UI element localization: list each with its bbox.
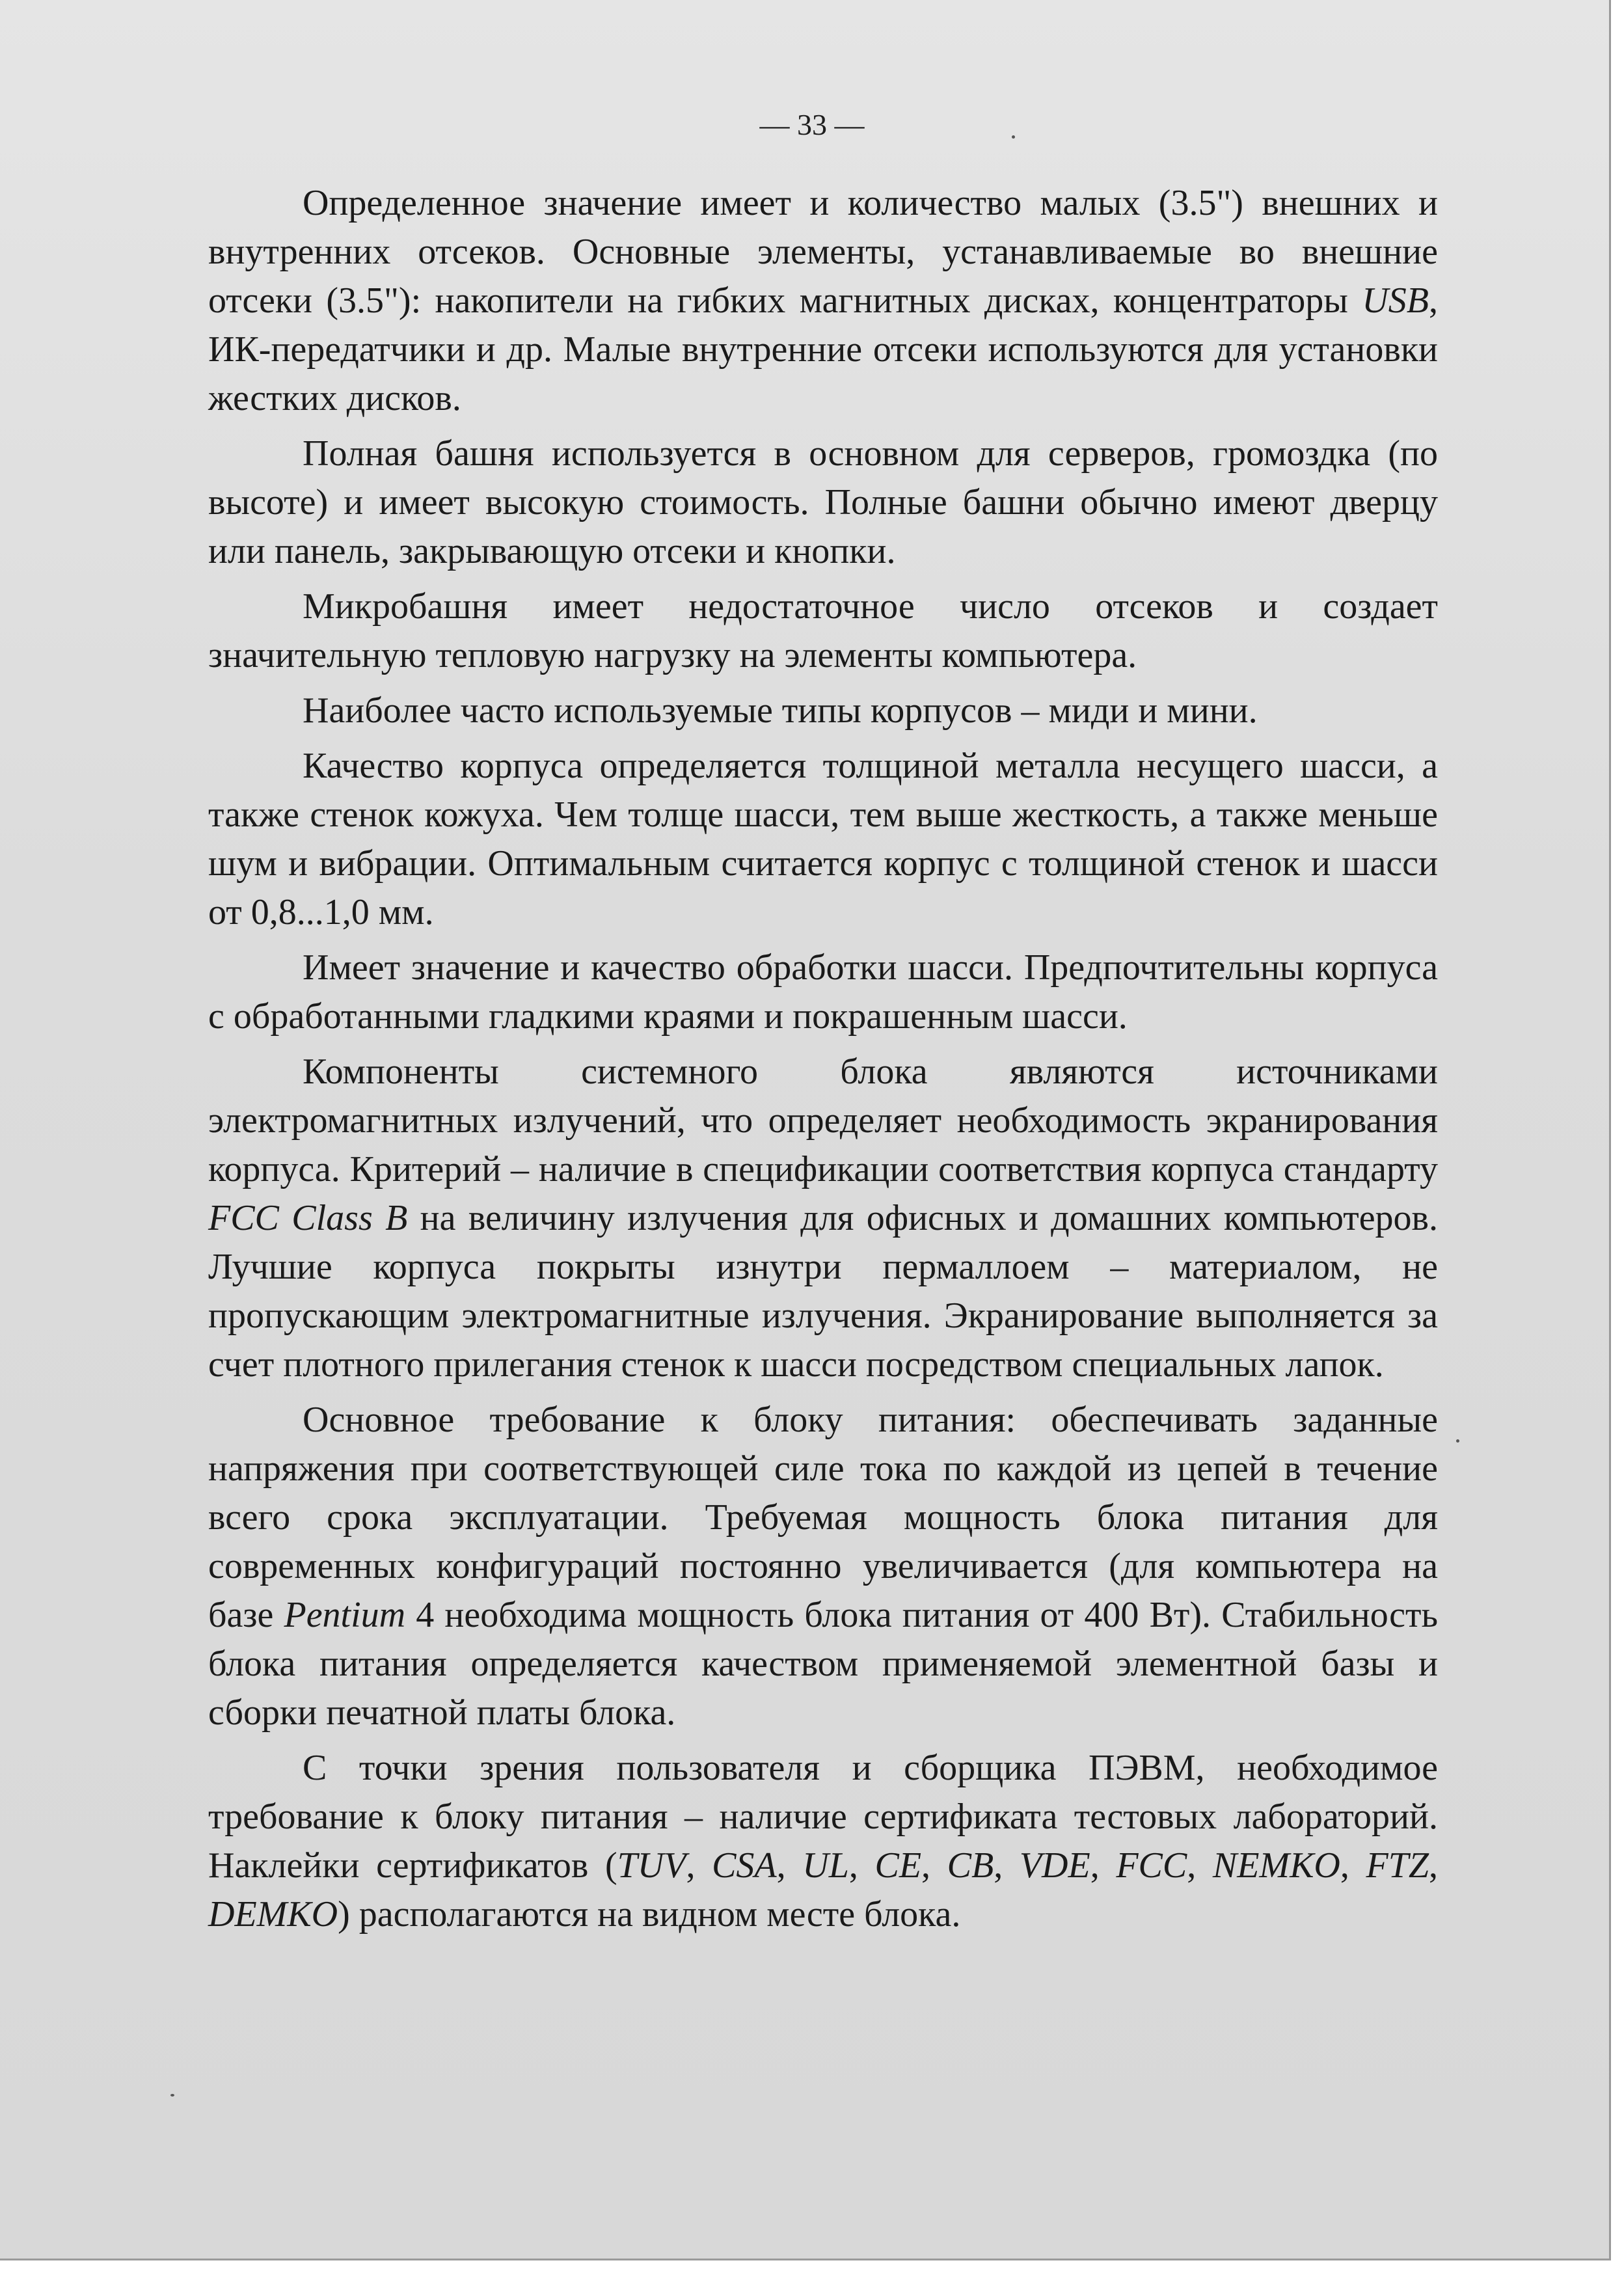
paragraph — [208, 1048, 1438, 1389]
certificate-name: TUV — [617, 1845, 686, 1886]
text-run: 4 необходима мощность блока питания от 400 Вт). Стабильность блока питания определяется качеством применяемой элементной базы и сборки печатной платы блока. — [208, 1595, 1438, 1733]
scan-speck — [1012, 135, 1015, 139]
certificate-name: FCC — [1116, 1845, 1187, 1886]
certificate-name: CE — [874, 1845, 922, 1886]
separator: , — [1187, 1845, 1213, 1886]
paragraph: Полная башня используется в основном для серверов, громоздка (по высоте) и имеет высокую стоимость. Полные башни обычно имеют дверцу или панель, закрывающую отсеки и кнопки. — [208, 433, 1438, 571]
certificate-name: NEMKO — [1212, 1845, 1340, 1886]
text-run: на величину излучения для офисных и домашних компьютеров. Лучшие корпуса покрыты изнутри пермаллоем – материалом, не пропускающим электромагнитные излучения. Экранирование выполняется за счет плотного прилегания стенок к шасси посредством специальных лапок. — [208, 1198, 1438, 1385]
page-number: — 33 — — [759, 108, 865, 141]
italic-term: FCC Class B — [208, 1198, 408, 1238]
certificate-name: DEMKO — [208, 1894, 338, 1934]
certificate-name: CSA — [712, 1845, 777, 1886]
separator: , — [1340, 1845, 1366, 1886]
separator: , — [1090, 1845, 1116, 1886]
paragraph: Имеет значение и качество обработки шасси. Предпочтительны корпуса с обработанными гладкими краями и покрашенным шасси. — [208, 947, 1438, 1037]
paragraph: Микробашня имеет недостаточное число отсеков и создает значительную тепловую нагрузку на элементы компьютера. — [208, 586, 1438, 675]
certificate-name: VDE — [1019, 1845, 1090, 1886]
scan-speck — [1456, 1439, 1459, 1443]
scan-speck — [170, 2094, 174, 2097]
separator: , — [1429, 1845, 1438, 1886]
text-run: Компоненты системного блока являются источниками электромагнитных излучений, что определяет необходимость экранирования корпуса. Критерий – наличие в спецификации соответствия корпуса стандарту — [208, 1052, 1438, 1189]
paragraph — [208, 1744, 1438, 1939]
paragraph: Наиболее часто используемые типы корпусов – миди и мини. — [303, 690, 1258, 731]
text-run: ) располагаются на видном месте блока. — [338, 1894, 961, 1934]
certificate-name: FTZ — [1366, 1845, 1429, 1886]
separator: , — [686, 1845, 712, 1886]
certificate-name: UL — [802, 1845, 849, 1886]
italic-term: USB — [1362, 280, 1429, 321]
italic-term: Pentium — [284, 1595, 406, 1635]
certificate-name: CB — [947, 1845, 994, 1886]
document-body — [208, 179, 1438, 1946]
paragraph — [208, 1396, 1438, 1737]
separator: , — [994, 1845, 1020, 1886]
paragraph: Качество корпуса определяется толщиной металла несущего шасси, а также стенок кожуха. Чем толще шасси, тем выше жесткость, а также меньше шум и вибрации. Оптимальным считается корпус с толщиной стенок и шасси от 0,8...1,0 мм. — [208, 746, 1438, 932]
separator: , — [848, 1845, 875, 1886]
text-run: Основное требование к блоку питания: обеспечивать заданные напряжения при соответствующей силе тока по каждой из цепей в течение всего срока эксплуатации. Требуемая мощность блока питания для современных конфигураций постоянно увеличивается (для компьютера на базе — [208, 1400, 1438, 1635]
paragraph — [208, 179, 1438, 423]
text-run: С точки зрения пользователя и сборщика ПЭВМ, необходимое требование к блоку питания – наличие сертификата тестовых лабораторий. Наклейки сертификатов ( — [208, 1748, 1438, 1886]
separator: , — [776, 1845, 803, 1886]
separator: , — [921, 1845, 947, 1886]
text-run: Определенное значение имеет и количество малых (3.5") внешних и внутренних отсеков. Основные элементы, устанавливаемые во внешние отсеки (3.5"): накопители на гибких магнитных дисках, концентраторы — [208, 183, 1438, 321]
text-run: , ИК-передатчики и др. Малые внутренние отсеки используются для установки жестких дисков. — [208, 280, 1438, 418]
